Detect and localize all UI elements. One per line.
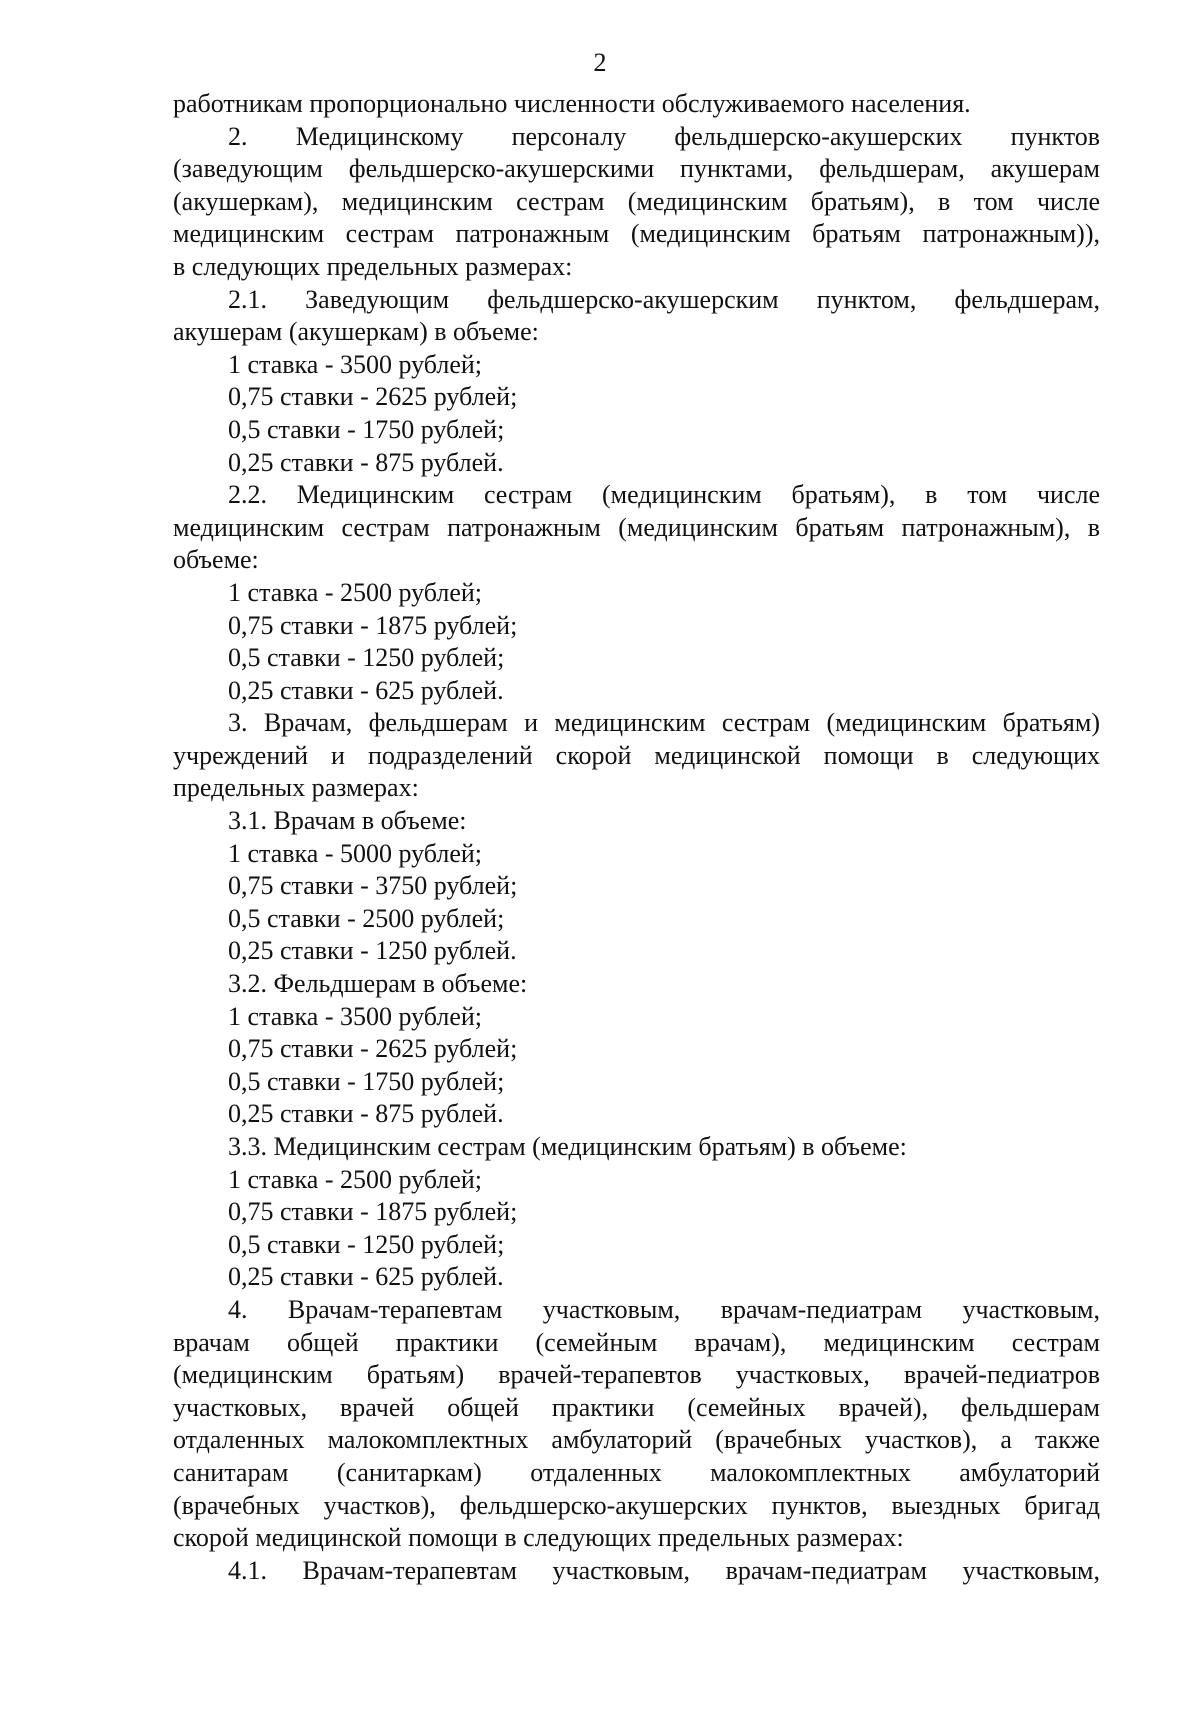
page-number: 2 [593, 48, 607, 77]
text-line: 2.1. Заведующим фельдшерско-акушерским пунктом, фельдшерам, [228, 284, 1100, 314]
text-line: 4. Врачам-терапевтам участковым, врачам-педиатрам участковым, [228, 1294, 1100, 1324]
text-line: 1 ставка - 5000 рублей; [228, 838, 483, 868]
text-line: 1 ставка - 3500 рублей; [228, 1001, 483, 1031]
text-line: 1 ставка - 2500 рублей; [228, 1164, 483, 1194]
text-line: 0,25 ставки - 1250 рублей. [228, 936, 517, 966]
text-line: 0,75 ставки - 2625 рублей; [228, 382, 518, 412]
text-line: предельных размерах: [173, 773, 419, 803]
text-line: 0,25 ставки - 875 рублей. [228, 1099, 504, 1129]
text-line: работникам пропорционально численности обслуживаемого населения. [173, 89, 971, 118]
text-line: 0,5 ставки - 1250 рублей; [228, 643, 505, 673]
text-line: 0,75 ставки - 1875 рублей; [228, 1197, 518, 1227]
text-line: 3.2. Фельдшерам в объеме: [228, 969, 528, 999]
text-line: медицинским сестрам патронажным (медицинским братьям патронажным), в [173, 512, 1100, 542]
text-line: в следующих предельных размерах: [173, 251, 573, 281]
text-line: 3. Врачам, фельдшерам и медицинским сестрам (медицинским братьям) [228, 708, 1100, 738]
text-line: (врачебных участков), фельдшерско-акушерских пунктов, выездных бригад [173, 1490, 1100, 1520]
text-line: (акушеркам), медицинским сестрам (медицинским братьям), в том числе [173, 186, 1100, 216]
text-line: 0,25 ставки - 875 рублей. [228, 447, 504, 477]
text-line: 0,75 ставки - 1875 рублей; [228, 610, 518, 640]
text-line: 0,5 ставки - 2500 рублей; [228, 903, 505, 933]
text-line: санитарам (санитаркам) отдаленных малокомплектных амбулаторий [173, 1457, 1100, 1487]
text-line: 2.2. Медицинским сестрам (медицинским братьям), в том числе [228, 480, 1100, 510]
text-line: участковых, врачей общей практики (семейных врачей), фельдшерам [173, 1392, 1100, 1422]
text-line: 3.1. Врачам в объеме: [228, 806, 467, 836]
text-line: врачам общей практики (семейным врачам), медицинским сестрам [173, 1327, 1100, 1357]
text-line: объеме: [173, 545, 259, 575]
text-line: (заведующим фельдшерско-акушерскими пунктами, фельдшерам, акушерам [173, 154, 1100, 184]
text-line: 0,75 ставки - 3750 рублей; [228, 871, 518, 901]
text-line: скорой медицинской помощи в следующих предельных размерах: [173, 1523, 904, 1553]
text-line: 1 ставка - 3500 рублей; [228, 349, 483, 379]
text-line: 0,5 ставки - 1750 рублей; [228, 1066, 505, 1096]
text-line: 0,25 ставки - 625 рублей. [228, 1262, 504, 1292]
text-line: медицинским сестрам патронажным (медицинским братьям патронажным)), [173, 219, 1100, 249]
text-line: учреждений и подразделений скорой медицинской помощи в следующих [173, 740, 1100, 770]
text-line: 2. Медицинскому персоналу фельдшерско-акушерских пунктов [228, 121, 1100, 151]
text-line: 0,5 ставки - 1250 рублей; [228, 1229, 505, 1259]
text-line: акушерам (акушеркам) в объеме: [173, 317, 539, 347]
text-line: 0,75 ставки - 2625 рублей; [228, 1034, 518, 1064]
text-line: (медицинским братьям) врачей-терапевтов участковых, врачей-педиатров [173, 1360, 1100, 1390]
text-line: 3.3. Медицинским сестрам (медицинским братьям) в объеме: [228, 1132, 907, 1161]
text-line: 4.1. Врачам-терапевтам участковым, врачам-педиатрам участковым, [228, 1555, 1100, 1585]
text-line: 1 ставка - 2500 рублей; [228, 577, 483, 607]
text-line: 0,5 ставки - 1750 рублей; [228, 414, 505, 444]
text-line: 0,25 ставки - 625 рублей. [228, 675, 504, 705]
text-line: отдаленных малокомплектных амбулаторий (врачебных участков), а также [173, 1425, 1100, 1455]
document-body [173, 88, 1100, 1587]
